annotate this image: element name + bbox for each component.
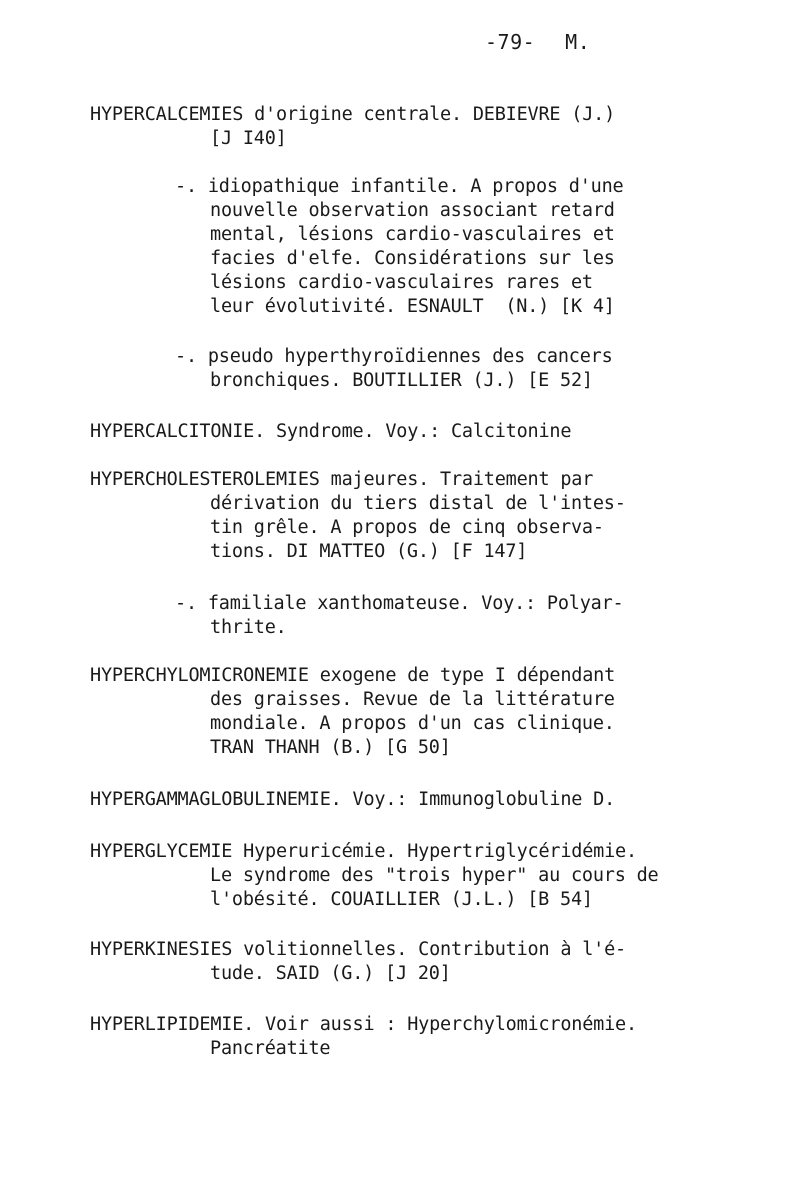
entry-line: facies d'elfe. Considérations sur les <box>210 248 615 269</box>
entry-line: HYPERCHOLESTEROLEMIES majeures. Traitement par <box>90 469 594 490</box>
entry-line: tude. SAID (G.) [J 20] <box>210 963 451 984</box>
entry-line: -. familiale xanthomateuse. Voy.: Polyar- <box>175 593 624 614</box>
section-letter: M. <box>565 30 591 54</box>
entry-line: l'obésité. COUAILLIER (J.L.) [B 54] <box>210 889 593 910</box>
entry-line: nouvelle observation associant retard <box>210 200 615 221</box>
entry-line: HYPERCALCEMIES d'origine centrale. DEBIEVRE (J.) <box>90 104 616 125</box>
entry-line: HYPERCALCITONIE. Syndrome. Voy.: Calcitonine <box>90 421 572 442</box>
entry-line: bronchiques. BOUTILLIER (J.) [E 52] <box>210 370 593 391</box>
entry-line: leur évolutivité. ESNAULT (N.) [K 4] <box>210 296 615 317</box>
page-number: -79- <box>485 30 536 54</box>
entry-line: Pancréatite <box>210 1038 331 1059</box>
entry-line: HYPERLIPIDEMIE. Voir aussi : Hyperchylomicronémie. <box>90 1014 637 1035</box>
entry-line: TRAN THANH (B.) [G 50] <box>210 737 451 758</box>
entry-line: HYPERGLYCEMIE Hyperuricémie. Hypertriglycéridémie. <box>90 841 637 862</box>
entry-line: [J I40] <box>210 128 287 149</box>
entry-line: HYPERGAMMAGLOBULINEMIE. Voy.: Immunoglobuline D. <box>90 789 616 810</box>
entry-line: HYPERKINESIES volitionnelles. Contribution à l'é- <box>90 939 626 960</box>
entry-line: thrite. <box>210 617 287 638</box>
entry-line: tin grêle. A propos de cinq observa- <box>210 517 604 538</box>
entry-line: des graisses. Revue de la littérature <box>210 689 615 710</box>
entry-line: -. pseudo hyperthyroïdiennes des cancers <box>175 346 613 367</box>
entry-line: lésions cardio-vasculaires rares et <box>210 272 593 293</box>
entry-line: tions. DI MATTEO (G.) [F 147] <box>210 541 528 562</box>
entry-line: HYPERCHYLOMICRONEMIE exogene de type I dépendant <box>90 665 616 686</box>
entry-line: Le syndrome des "trois hyper" au cours de <box>210 865 659 886</box>
entry-line: -. idiopathique infantile. A propos d'une <box>175 176 624 197</box>
entry-line: mental, lésions cardio-vasculaires et <box>210 224 615 245</box>
page-header <box>485 30 620 54</box>
entry-line: mondiale. A propos d'un cas clinique. <box>210 713 615 734</box>
entry-line: dérivation du tiers distal de l'intes- <box>210 493 626 514</box>
